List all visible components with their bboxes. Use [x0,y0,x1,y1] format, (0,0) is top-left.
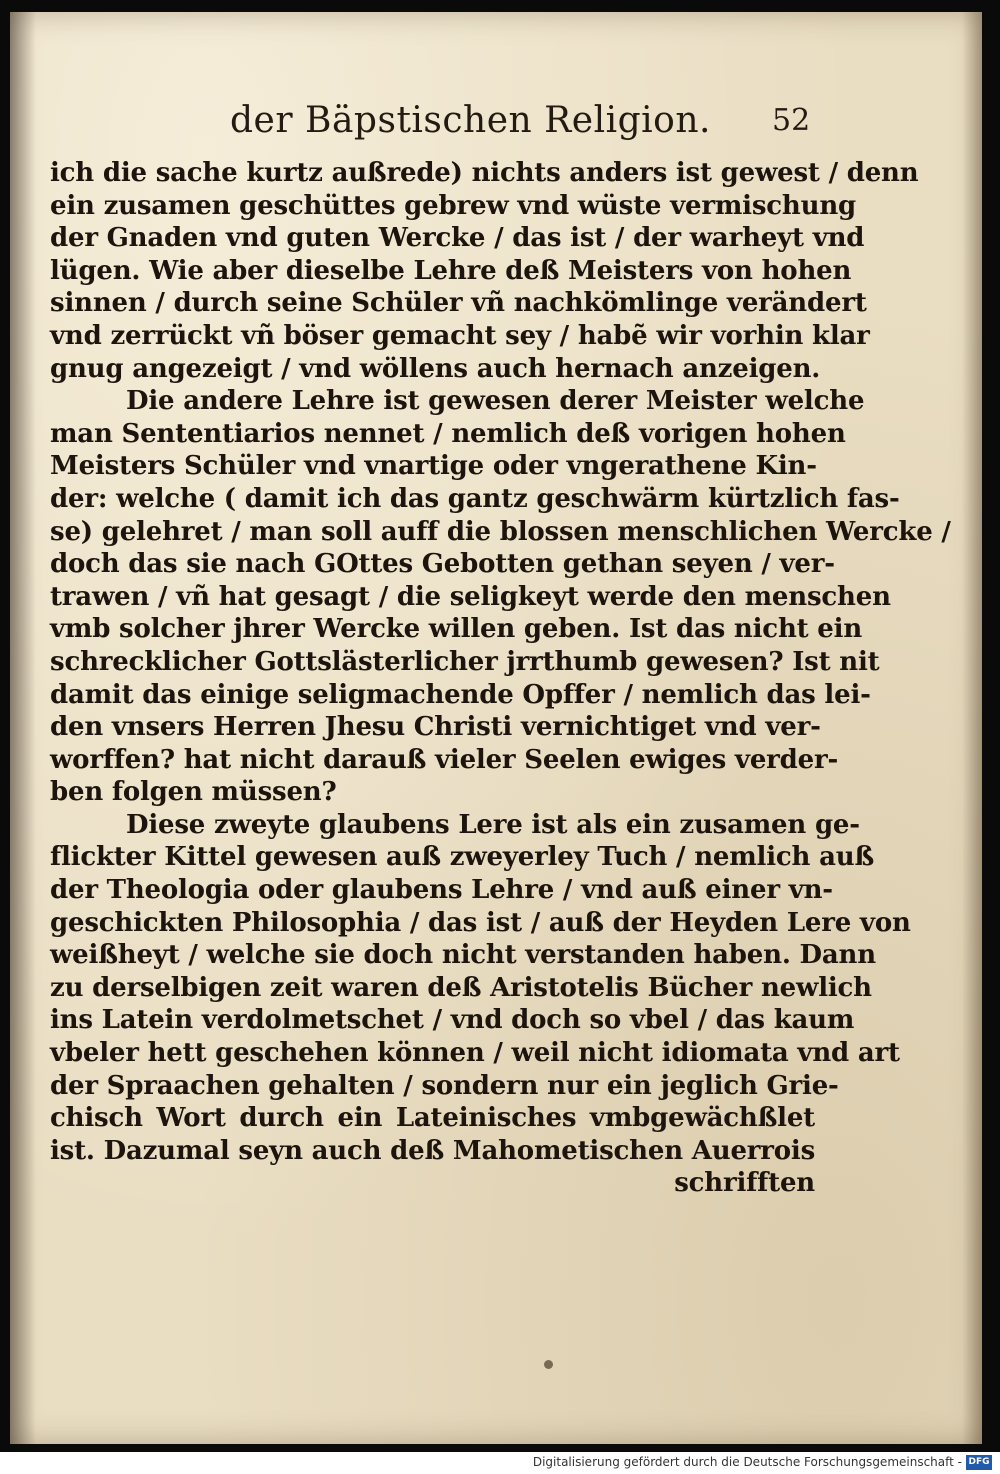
text-line: der: welche ( damit ich das gantz geschwärm kürtzlich fas- [50,483,900,514]
text-line: ein zusamen geschüttes gebrew vnd wüste vermischung [50,190,857,221]
text-line: weißheyt / welche sie doch nicht verstanden haben. Dann [50,940,876,971]
text-line: geschickten Philosophia / das ist / auß der Heyden Lere von [50,907,911,938]
page-edge-shadow [962,12,982,1444]
text-line: vnd zerrückt vñ böser gemacht sey / habẽ wir vorhin klar [50,320,870,351]
text-line: Diese zweyte glaubens Lere ist als ein zusamen ge- [126,809,860,840]
digitization-footer [0,1452,1000,1474]
body-text [50,157,951,1200]
text-line: sinnen / durch seine Schüler vñ nachkömlinge verändert [50,288,867,319]
text-line: ben folgen müssen? [50,777,337,808]
text-line: Meisters Schüler vnd vnartige oder vngerathene Kin- [50,451,817,482]
spine-shadow [10,12,36,1444]
text-line: der Gnaden vnd guten Wercke / das ist / der warheyt vnd [50,223,865,254]
text-line: trawen / vñ hat gesagt / die seligkeyt werde den menschen [50,581,891,612]
text-line: flickter Kittel gewesen auß zweyerley Tuch / nemlich auß [50,842,874,873]
running-head: der Bäpstischen Religion. [230,100,711,141]
text-line: doch das sie nach GOttes Gebotten gethan seyen / ver- [50,549,835,580]
text-line: damit das einige seligmachende Opffer / nemlich das lei- [50,679,871,710]
text-line: ich die sache kurtz außrede) nichts anders ist gewest / denn [50,158,919,188]
text-line: worffen? hat nicht darauß vieler Seelen ewiges verder- [50,744,839,775]
funding-credit: Digitalisierung gefördert durch die Deutsche Forschungsgemeinschaft - [532,1455,962,1469]
text-line: lügen. Wie aber dieselbe Lehre deß Meisters von hohen [50,255,852,286]
text-line: ist. Dazumal seyn auch deß Mahometischen Auerrois [50,1135,816,1166]
text-line: gnug angezeigt / vnd wöllens auch hernach anzeigen. [50,353,821,384]
ink-spot [544,1360,553,1369]
text-line: Die andere Lehre ist gewesen derer Meister welche [126,386,865,417]
text-line: ins Latein verdolmetschet / vnd doch so vbel / das kaum [50,1005,855,1036]
text-line: chisch Wort durch ein Lateinisches vmbgewächßlet [50,1103,815,1134]
text-line: schrecklicher Gottslästerlicher jrrthumb gewesen? Ist nit [50,646,880,677]
text-line: vmb solcher jhrer Wercke willen geben. Ist das nicht ein [50,614,863,645]
dfg-logo-icon: DFG [966,1455,992,1470]
text-line: zu derselbigen zeit waren deß Aristotelis Bücher newlich [50,972,872,1003]
text-line: man Sententiarios nennet / nemlich deß vorigen hohen [50,418,846,449]
text-line: den vnsers Herren Jhesu Christi vernichtiget vnd ver- [50,712,821,743]
text-line: der Theologia oder glaubens Lehre / vnd auß einer vn- [50,875,833,906]
text-line: der Spraachen gehalten / sondern nur ein jeglich Grie- [50,1070,839,1101]
page-number: 52 [772,103,811,138]
text-line: se) gelehret / man soll auff die blossen menschlichen Wercke / [50,516,951,547]
text-line: vbeler hett geschehen können / weil nicht idiomata vnd art [50,1038,900,1069]
catchword: schrifften [674,1168,815,1199]
